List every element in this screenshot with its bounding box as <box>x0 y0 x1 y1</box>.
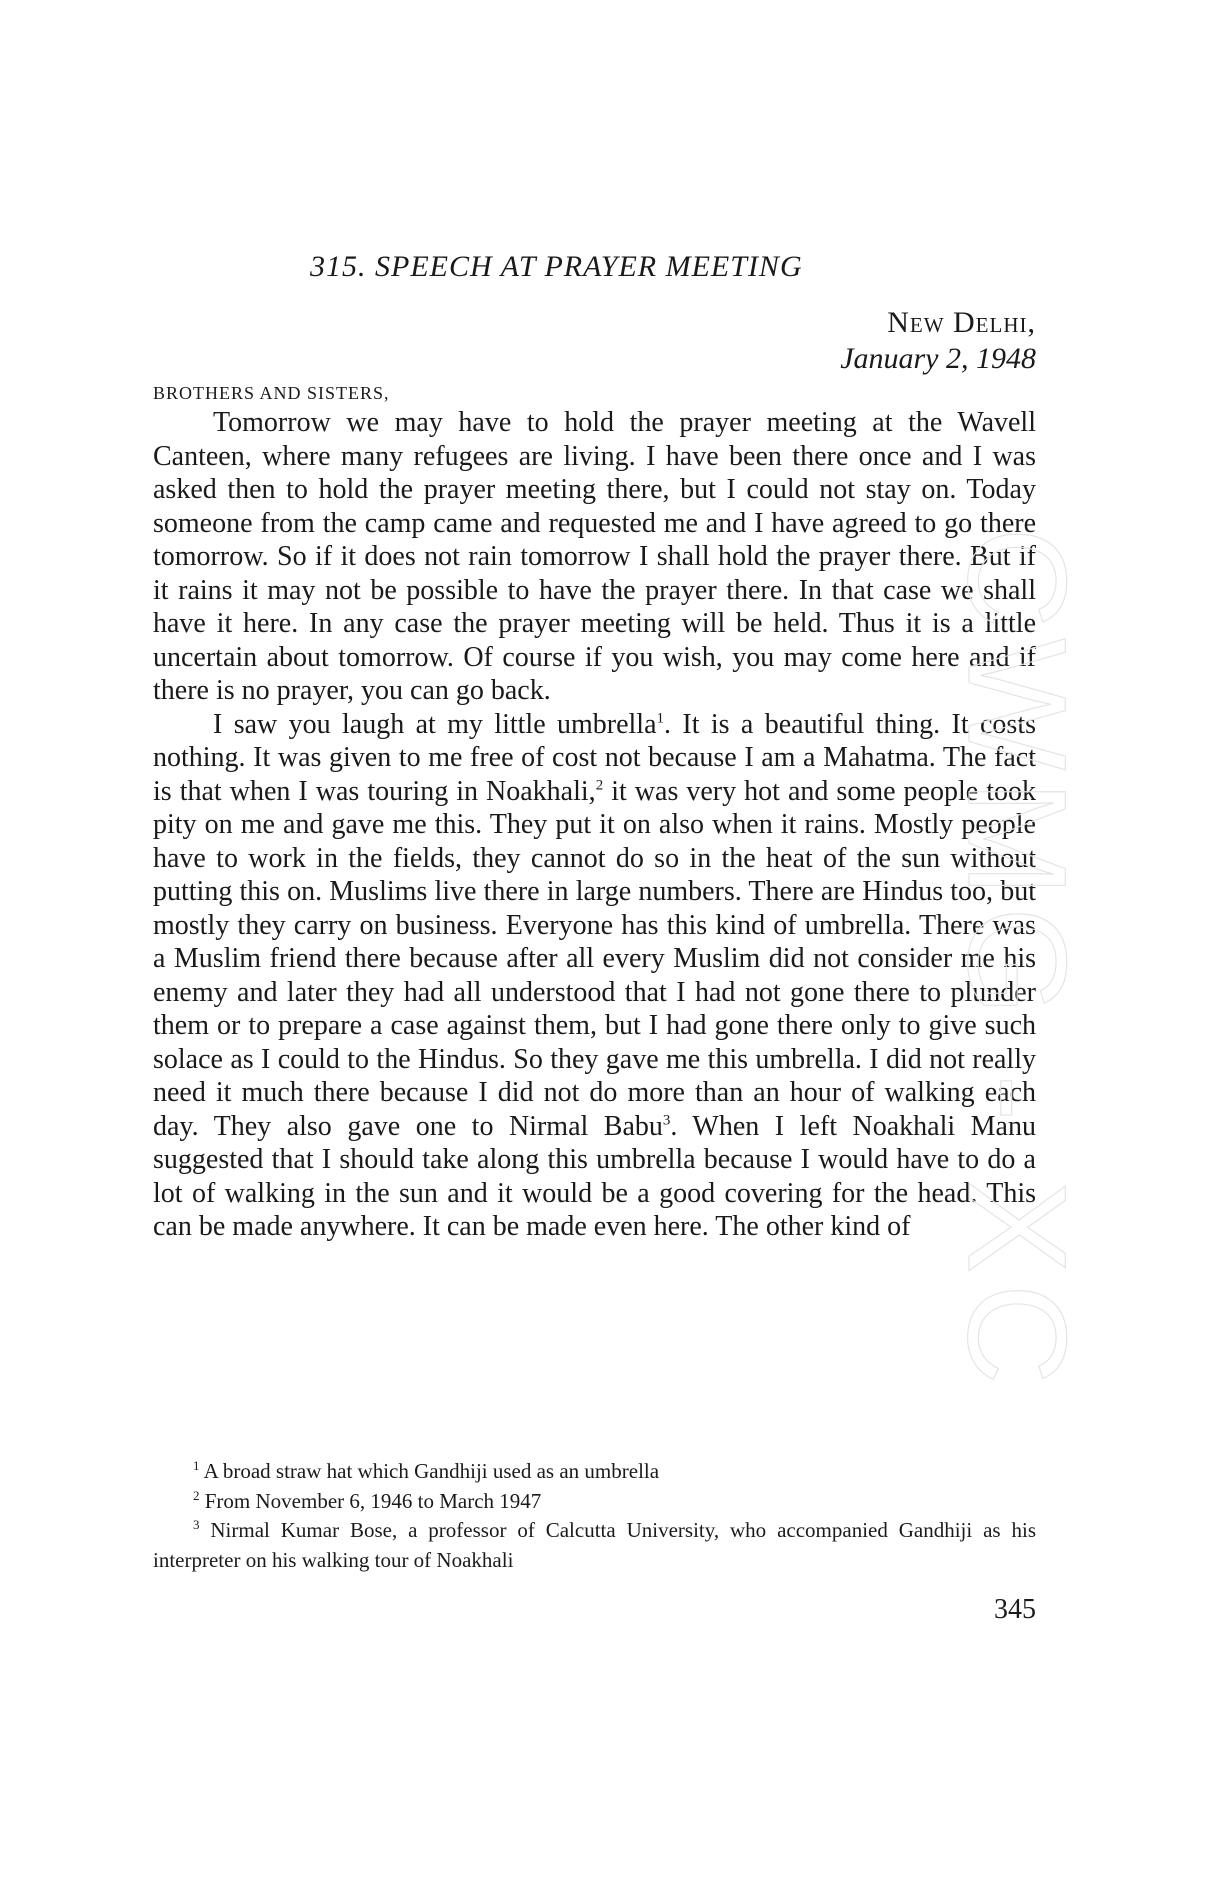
footnote-number: 3 <box>193 1517 200 1532</box>
footnote-ref-3[interactable]: 3 <box>662 1112 671 1129</box>
footnote-ref-2[interactable]: 2 <box>595 777 604 794</box>
paragraph-2-part-c: it was very hot and some people took pity on me and gave me this. They put it on also when it rains. Mostly people have to work in the fields, they cannot do so in the heat of the sun without putting this on. Muslims live there in large numbers. There are Hindus too, but mostly they carry on business. Everyone has this kind of umbrella. There was a Muslim friend there because after all every Muslim did not consider me his enemy and later they had all understood that I had not gone there to plunder them or to prepare a case against them, but I had gone there only to give such solace as I could to the Hindus. So they gave me this umbrella. I did not really need it much there because I did not do more than an hour of walking each day. They also gave one to Nirmal Babu <box>153 775 1036 1142</box>
footnote-ref-1[interactable]: 1 <box>656 710 665 727</box>
place-line: New Delhi, <box>887 306 1036 339</box>
speech-body <box>153 406 1036 1244</box>
paragraph-2-part-d: . When I left Noakhali Manu suggested that I should take along this umbrella because I would have to do a lot of walking in the sun and it would be a good covering for the head. This can be made anywhere. It can be made even here. The other kind of <box>153 1110 1036 1242</box>
speech-title: 315. SPEECH AT PRAYER MEETING <box>310 250 803 283</box>
paragraph-1: Tomorrow we may have to hold the prayer meeting at the Wavell Canteen, where many refugees are living. I have been there once and I was asked then to hold the prayer meeting there, but I could not stay on. Today someone from the camp came and requested me and I have agreed to go there tomorrow. So if it does not rain tomorrow I shall hold the prayer there. But if it rains it may not be possible to have the prayer there. In that case we shall have it here. In any case the prayer meeting will be held. Thus it is a little uncertain about tomorrow. Of course if you wish, you may come here and if there is no prayer, you can go back. <box>153 407 1036 706</box>
footnote-text: Nirmal Kumar Bose, a professor of Calcutta University, who accompanied Gandhiji as his interpreter on his walking tour of Noakhali <box>153 1518 1036 1572</box>
footnote-number: 2 <box>193 1487 200 1503</box>
salutation: BROTHERS AND SISTERS, <box>153 383 390 403</box>
footnote-3 <box>153 1516 1036 1575</box>
footnote-text: A broad straw hat which Gandhiji used as an umbrella <box>203 1459 660 1483</box>
footnote-2 <box>153 1487 1036 1517</box>
watermark: CWMG - XC <box>939 527 1096 1395</box>
footnote-number: 1 <box>193 1458 200 1473</box>
paragraph-2-part-a: I saw you laugh at my little umbrella <box>213 708 657 740</box>
page-number: 345 <box>994 1594 1036 1625</box>
footnotes <box>153 1457 1036 1575</box>
footnote-text: From November 6, 1946 to March 1947 <box>204 1488 542 1513</box>
footnote-1 <box>153 1457 1036 1487</box>
date-line: January 2, 1948 <box>840 342 1036 375</box>
paragraph-2-part-b: . It is a beautiful thing. It costs nothing. It was given to me free of cost not because I am a Mahatma. The fact is that when I was touring in Noakhali, <box>153 708 1037 807</box>
paragraph-2 <box>153 708 1036 1244</box>
